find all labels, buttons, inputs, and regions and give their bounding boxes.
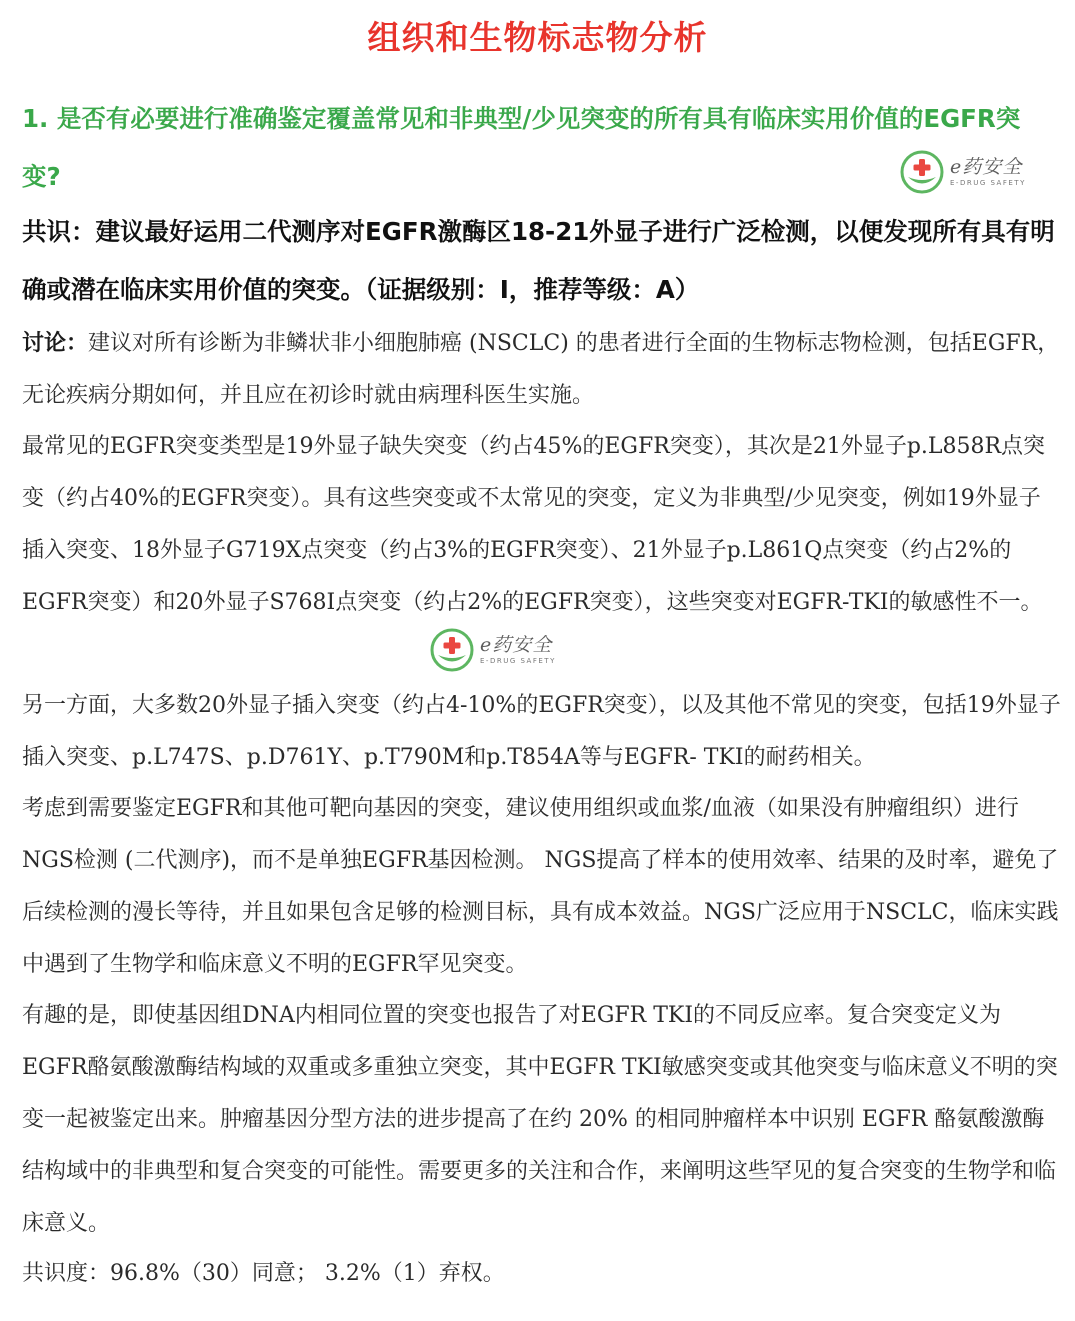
page-title: 组织和生物标志物分析: [367, 18, 708, 57]
discussion-label: 讨论：: [22, 331, 89, 356]
question-heading: 1. 是否有必要进行准确鉴定覆盖常见和非典型/少见突变的所有具有临床实用价值的EGFR突变?: [22, 104, 1021, 191]
pill-leaf-logo-icon: [430, 628, 474, 672]
paragraph-consensus-degree: 共识度：96.8%（30）同意； 3.2%（1）弃权。: [22, 1261, 505, 1286]
paragraph-compound-mutations: 有趣的是，即使基因组DNA内相同位置的突变也报告了对EGFR TKI的不同反应率。复合突变定义为EGFR酪氨酸激酶结构域的双重或多重独立突变，其中EGFR TKI敏感突变或其他突变与临床意义不明的突变一起被鉴定出来。肿瘤基因分型方法的进步提高了在约 20% 的相同肿瘤样本中识别 EGFR 酪氨酸激酶结构域中的非典型和复合突变的可能性。需要更多的关注和合作，来阐明这些罕见的复合突变的生物学和临床意义。: [22, 1003, 1058, 1236]
watermark-subtitle: E-DRUG SAFETY: [480, 656, 556, 665]
watermark-name: e药安全: [480, 633, 553, 656]
paragraph-mutation-types: 最常见的EGFR突变类型是19外显子缺失突变（约占45%的EGFR突变），其次是21外显子p.L858R点突变（约占40%的EGFR突变）。具有这些突变或不太常见的突变，定义为非典型/少见突变，例如19外显子插入突变、18外显子G719X点突变（约占3%的EGFR突变）、21外显子p.L861Q点突变（约占2%的EGFR突变）和20外显子S768I点突变（约占2%的EGFR突变），这些突变对EGFR-TKI的敏感性不一。: [22, 434, 1046, 615]
watermark-top: [900, 150, 1026, 194]
consensus-statement: 共识：建议最好运用二代测序对EGFR激酶区18-21外显子进行广泛检测，以便发现所有具有明确或潜在临床实用价值的突变。（证据级别：I，推荐等级：A）: [22, 217, 1055, 304]
discussion-text: 建议对所有诊断为非鳞状非小细胞肺癌 (NSCLC) 的患者进行全面的生物标志物检测，包括EGFR，无论疾病分期如何，并且应在初诊时就由病理科医生实施。: [22, 331, 1060, 408]
paragraph-resistance: 另一方面，大多数20外显子插入突变（约占4-10%的EGFR突变），以及其他不常见的突变，包括19外显子插入突变、p.L747S、p.D761Y、p.T790M和p.T854A等与EGFR- TKI的耐药相关。: [22, 693, 1061, 770]
pill-leaf-logo-icon: [900, 150, 944, 194]
watermark-middle: [430, 628, 556, 672]
watermark-subtitle: E-DRUG SAFETY: [950, 178, 1026, 187]
paragraph-ngs: 考虑到需要鉴定EGFR和其他可靶向基因的突变，建议使用组织或血浆/血液（如果没有肿瘤组织）进行NGS检测 (二代测序)，而不是单独EGFR基因检测。 NGS提高了样本的使用效率、结果的及时率，避免了后续检测的漫长等待，并且如果包含足够的检测目标，具有成本效益。NGS广泛应用于NSCLC，临床实践中遇到了生物学和临床意义不明的EGFR罕见突变。: [22, 796, 1059, 977]
discussion-paragraph: [22, 318, 1062, 422]
watermark-name: e药安全: [950, 155, 1023, 178]
